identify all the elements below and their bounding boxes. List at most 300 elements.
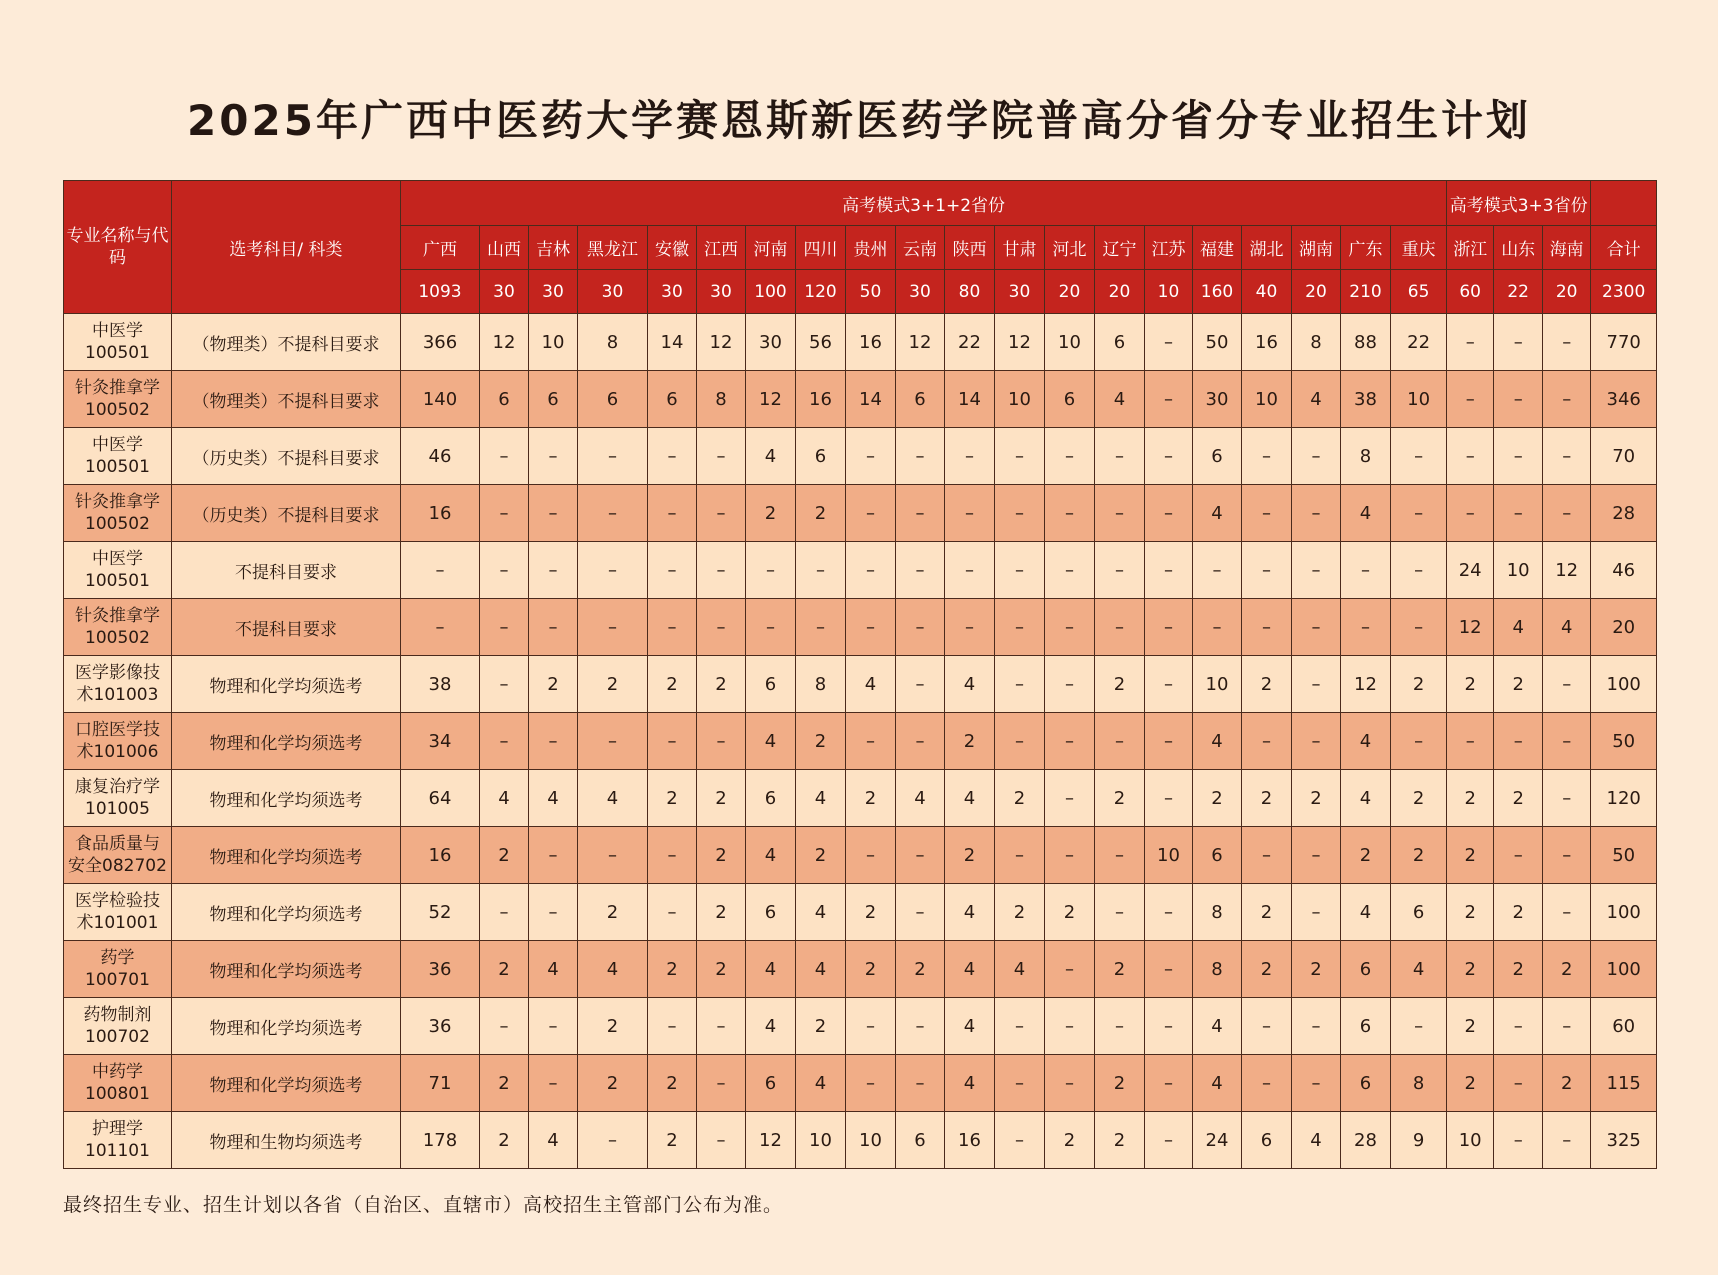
quota-cell: – (1543, 998, 1591, 1055)
major-code: 100501 (85, 571, 150, 591)
quota-cell: 4 (1292, 371, 1341, 428)
quota-cell: 2 (945, 827, 995, 884)
province-quota: 30 (578, 270, 648, 314)
quota-cell: – (480, 599, 529, 656)
quota-cell: 6 (1341, 1055, 1391, 1112)
province-quota: 10 (1145, 270, 1193, 314)
quota-cell: – (896, 1055, 945, 1112)
quota-cell: – (1045, 713, 1095, 770)
quota-cell: 10 (846, 1112, 896, 1169)
row-total: 100 (1591, 656, 1657, 713)
major-cell (64, 314, 172, 371)
quota-cell: 14 (945, 371, 995, 428)
quota-cell: – (480, 656, 529, 713)
quota-cell: 16 (796, 371, 846, 428)
quota-cell: 8 (1292, 314, 1341, 371)
quota-cell: 2 (796, 827, 846, 884)
quota-cell: 30 (1193, 371, 1242, 428)
quota-cell: – (945, 599, 995, 656)
quota-cell: – (1045, 542, 1095, 599)
major-cell (64, 371, 172, 428)
quota-cell: 16 (1242, 314, 1292, 371)
quota-cell: – (1095, 827, 1145, 884)
table-row (64, 485, 1657, 542)
major-name: 针灸推拿学 (75, 606, 160, 626)
quota-cell: 2 (648, 1112, 697, 1169)
major-cell (64, 485, 172, 542)
quota-cell: – (1391, 599, 1447, 656)
quota-cell: – (995, 827, 1045, 884)
quota-cell: – (896, 998, 945, 1055)
major-name: 医学影像技 (75, 663, 160, 683)
quota-cell: – (697, 1112, 746, 1169)
quota-cell: – (1543, 770, 1591, 827)
quota-cell: – (1494, 713, 1543, 770)
major-name: 康复治疗学 (75, 777, 160, 797)
major-cell (64, 884, 172, 941)
quota-cell: – (648, 542, 697, 599)
province-name: 江苏 (1145, 226, 1193, 270)
quota-cell: 2 (995, 770, 1045, 827)
quota-cell: 178 (401, 1112, 480, 1169)
quota-cell: 2 (1447, 827, 1494, 884)
quota-cell: – (1242, 998, 1292, 1055)
subject-requirement: 物理和化学均须选考 (172, 941, 401, 998)
province-quota: 22 (1494, 270, 1543, 314)
quota-cell: 4 (529, 770, 578, 827)
major-cell (64, 770, 172, 827)
quota-cell: 6 (796, 428, 846, 485)
row-total: 120 (1591, 770, 1657, 827)
subject-requirement: （物理类）不提科目要求 (172, 314, 401, 371)
quota-cell: 2 (1095, 1112, 1145, 1169)
subject-requirement: 物理和化学均须选考 (172, 770, 401, 827)
province-name: 云南 (896, 226, 945, 270)
quota-cell: 366 (401, 314, 480, 371)
quota-cell: 6 (1193, 428, 1242, 485)
quota-cell: – (746, 542, 796, 599)
quota-cell: 2 (896, 941, 945, 998)
quota-cell: 2 (1292, 941, 1341, 998)
quota-cell: – (995, 656, 1045, 713)
quota-cell: 38 (1341, 371, 1391, 428)
quota-cell: 4 (846, 656, 896, 713)
row-total: 28 (1591, 485, 1657, 542)
quota-cell: – (578, 713, 648, 770)
quota-cell: 2 (697, 884, 746, 941)
quota-cell: – (1391, 998, 1447, 1055)
quota-cell: 2 (1447, 884, 1494, 941)
quota-cell: 2 (648, 770, 697, 827)
quota-cell: – (896, 656, 945, 713)
quota-cell: 4 (529, 1112, 578, 1169)
quota-cell: 4 (1193, 1055, 1242, 1112)
quota-cell: – (1447, 371, 1494, 428)
province-name: 福建 (1193, 226, 1242, 270)
quota-cell: 6 (1045, 371, 1095, 428)
major-cell (64, 1055, 172, 1112)
quota-cell: – (1095, 542, 1145, 599)
quota-cell: 4 (995, 941, 1045, 998)
row-total: 60 (1591, 998, 1657, 1055)
quota-cell: – (1145, 713, 1193, 770)
quota-cell: – (1543, 371, 1591, 428)
province-quota: 20 (1095, 270, 1145, 314)
quota-cell: – (480, 998, 529, 1055)
quota-cell: – (1095, 428, 1145, 485)
major-cell (64, 599, 172, 656)
quota-cell: – (846, 1055, 896, 1112)
quota-cell: 12 (995, 314, 1045, 371)
quota-cell: 10 (796, 1112, 846, 1169)
quota-cell: 2 (648, 941, 697, 998)
quota-cell: 8 (1193, 884, 1242, 941)
quota-cell: 56 (796, 314, 846, 371)
grand-total: 2300 (1591, 270, 1657, 314)
quota-cell: 24 (1447, 542, 1494, 599)
province-name: 湖北 (1242, 226, 1292, 270)
quota-cell: 2 (796, 713, 846, 770)
quota-cell: – (648, 827, 697, 884)
major-code: 100701 (85, 970, 150, 990)
quota-cell: 4 (746, 713, 796, 770)
subject-header: 选考科目/ 科类 (172, 181, 401, 314)
quota-cell: – (697, 428, 746, 485)
quota-cell: – (480, 485, 529, 542)
quota-cell: 6 (746, 656, 796, 713)
quota-cell: – (1045, 827, 1095, 884)
quota-cell: 2 (1095, 770, 1145, 827)
quota-cell: 2 (1447, 941, 1494, 998)
province-quota: 60 (1447, 270, 1494, 314)
quota-cell: – (1045, 941, 1095, 998)
province-quota: 50 (846, 270, 896, 314)
quota-cell: 2 (480, 1112, 529, 1169)
quota-cell: – (529, 542, 578, 599)
province-quota: 30 (529, 270, 578, 314)
quota-cell: 2 (1242, 941, 1292, 998)
table-row (64, 941, 1657, 998)
quota-cell: – (578, 428, 648, 485)
quota-cell: 14 (846, 371, 896, 428)
major-code: 100801 (85, 1084, 150, 1104)
major-cell (64, 827, 172, 884)
quota-cell: – (480, 542, 529, 599)
quota-cell: 4 (1391, 941, 1447, 998)
quota-cell: 2 (480, 1055, 529, 1112)
quota-cell: – (1292, 485, 1341, 542)
major-cell (64, 1112, 172, 1169)
quota-cell: – (1045, 485, 1095, 542)
province-name: 湖南 (1292, 226, 1341, 270)
quota-cell: 2 (1193, 770, 1242, 827)
quota-cell: – (1543, 428, 1591, 485)
quota-cell: 4 (945, 656, 995, 713)
enrollment-plan-table (63, 180, 1657, 1169)
province-name: 贵州 (846, 226, 896, 270)
quota-cell: 6 (1193, 827, 1242, 884)
quota-cell: 4 (1341, 485, 1391, 542)
quota-cell: – (1543, 314, 1591, 371)
quota-cell: 16 (945, 1112, 995, 1169)
quota-cell: – (995, 998, 1045, 1055)
province-name: 河北 (1045, 226, 1095, 270)
major-name: 中医学 (92, 549, 143, 569)
quota-cell: – (1145, 998, 1193, 1055)
quota-cell: 2 (995, 884, 1045, 941)
quota-cell: 4 (746, 941, 796, 998)
quota-cell: – (1292, 998, 1341, 1055)
row-total: 20 (1591, 599, 1657, 656)
table-row (64, 998, 1657, 1055)
quota-cell: – (1292, 599, 1341, 656)
quota-cell: – (896, 599, 945, 656)
quota-cell: 71 (401, 1055, 480, 1112)
quota-cell: – (1543, 884, 1591, 941)
quota-cell: – (995, 485, 1045, 542)
table-row (64, 770, 1657, 827)
quota-cell: 10 (529, 314, 578, 371)
province-quota: 40 (1242, 270, 1292, 314)
quota-cell: – (1242, 1055, 1292, 1112)
quota-cell: 4 (529, 941, 578, 998)
quota-cell: 12 (896, 314, 945, 371)
quota-cell: 30 (746, 314, 796, 371)
quota-cell: 50 (1193, 314, 1242, 371)
total-label: 合计 (1591, 226, 1657, 270)
quota-cell: – (1045, 998, 1095, 1055)
quota-cell: – (401, 599, 480, 656)
quota-cell: 2 (1242, 656, 1292, 713)
quota-cell: 10 (1391, 371, 1447, 428)
major-code: 100502 (85, 628, 150, 648)
quota-cell: 88 (1341, 314, 1391, 371)
quota-cell: – (529, 827, 578, 884)
major-cell (64, 542, 172, 599)
subject-requirement: 物理和化学均须选考 (172, 998, 401, 1055)
quota-cell: 10 (1193, 656, 1242, 713)
province-quota: 100 (746, 270, 796, 314)
quota-cell: – (401, 542, 480, 599)
quota-cell: 12 (1447, 599, 1494, 656)
total-header-spacer (1591, 181, 1657, 226)
quota-cell: – (846, 998, 896, 1055)
quota-cell: 16 (846, 314, 896, 371)
quota-cell: 2 (1447, 1055, 1494, 1112)
quota-cell: 2 (697, 941, 746, 998)
group-312-header: 高考模式3+1+2省份 (401, 181, 1447, 226)
quota-cell: – (648, 713, 697, 770)
quota-cell: – (529, 1055, 578, 1112)
quota-cell: – (1045, 1055, 1095, 1112)
quota-cell: 2 (1494, 656, 1543, 713)
quota-cell: 4 (1193, 485, 1242, 542)
quota-cell: – (529, 428, 578, 485)
quota-cell: 6 (648, 371, 697, 428)
quota-cell: 4 (1292, 1112, 1341, 1169)
quota-cell: – (1494, 827, 1543, 884)
quota-cell: 4 (945, 1055, 995, 1112)
quota-cell: – (1292, 827, 1341, 884)
quota-cell: – (846, 599, 896, 656)
quota-cell: 8 (1193, 941, 1242, 998)
major-name: 针灸推拿学 (75, 492, 160, 512)
quota-cell: 10 (995, 371, 1045, 428)
quota-cell: – (1494, 371, 1543, 428)
quota-cell: 4 (746, 827, 796, 884)
major-cell (64, 713, 172, 770)
quota-cell: – (1447, 428, 1494, 485)
quota-cell: – (1193, 599, 1242, 656)
quota-cell: 2 (1447, 770, 1494, 827)
quota-cell: 8 (578, 314, 648, 371)
major-name: 中医学 (92, 435, 143, 455)
quota-cell: 4 (796, 1055, 846, 1112)
quota-cell: 2 (1391, 827, 1447, 884)
quota-cell: 4 (796, 770, 846, 827)
quota-cell: – (529, 884, 578, 941)
major-cell (64, 428, 172, 485)
row-total: 770 (1591, 314, 1657, 371)
subject-requirement: 物理和化学均须选考 (172, 713, 401, 770)
quota-cell: – (697, 599, 746, 656)
quota-cell: – (1341, 599, 1391, 656)
quota-cell: – (945, 542, 995, 599)
quota-cell: 6 (746, 884, 796, 941)
quota-cell: 34 (401, 713, 480, 770)
major-code: 术101001 (76, 913, 159, 933)
quota-cell: – (995, 542, 1045, 599)
major-code: 术101006 (76, 742, 159, 762)
province-quota: 160 (1193, 270, 1242, 314)
province-quota: 1093 (401, 270, 480, 314)
quota-cell: – (697, 998, 746, 1055)
table-row (64, 314, 1657, 371)
quota-cell: – (1341, 542, 1391, 599)
subject-requirement: 物理和化学均须选考 (172, 1055, 401, 1112)
quota-cell: 4 (945, 770, 995, 827)
table-row (64, 713, 1657, 770)
quota-cell: 4 (945, 998, 995, 1055)
quota-cell: – (1045, 428, 1095, 485)
quota-cell: 2 (1391, 656, 1447, 713)
quota-cell: – (846, 713, 896, 770)
quota-cell: 4 (480, 770, 529, 827)
row-total: 100 (1591, 884, 1657, 941)
province-quota: 30 (995, 270, 1045, 314)
quota-cell: – (1145, 599, 1193, 656)
subject-requirement: 不提科目要求 (172, 542, 401, 599)
quota-cell: – (1494, 998, 1543, 1055)
quota-cell: 2 (1242, 884, 1292, 941)
quota-cell: – (995, 428, 1045, 485)
quota-cell: 6 (1242, 1112, 1292, 1169)
table-row (64, 884, 1657, 941)
province-name: 浙江 (1447, 226, 1494, 270)
quota-cell: 6 (746, 770, 796, 827)
quota-cell: 9 (1391, 1112, 1447, 1169)
quota-cell: 2 (578, 656, 648, 713)
quota-cell: 36 (401, 941, 480, 998)
quota-cell: – (1543, 1112, 1591, 1169)
quota-cell: 16 (401, 485, 480, 542)
table-row (64, 656, 1657, 713)
table-row (64, 827, 1657, 884)
quota-cell: 140 (401, 371, 480, 428)
quota-cell: – (1447, 485, 1494, 542)
province-name: 广东 (1341, 226, 1391, 270)
quota-cell: 2 (480, 827, 529, 884)
page-title: 2025年广西中医药大学赛恩斯新医药学院普高分省分专业招生计划 (187, 96, 1531, 145)
quota-cell: – (1494, 428, 1543, 485)
quota-cell: – (995, 1055, 1045, 1112)
quota-cell: 12 (1341, 656, 1391, 713)
quota-cell: 24 (1193, 1112, 1242, 1169)
province-quota: 210 (1341, 270, 1391, 314)
quota-cell: – (1292, 656, 1341, 713)
quota-cell: – (1095, 485, 1145, 542)
quota-cell: 2 (1292, 770, 1341, 827)
quota-cell: 2 (648, 1055, 697, 1112)
subject-requirement: 物理和化学均须选考 (172, 884, 401, 941)
quota-cell: 6 (578, 371, 648, 428)
quota-cell: 2 (1391, 770, 1447, 827)
quota-cell: – (1543, 485, 1591, 542)
major-name: 药学 (100, 948, 135, 968)
quota-cell: – (1145, 1055, 1193, 1112)
province-quota: 30 (896, 270, 945, 314)
quota-cell: – (995, 1112, 1045, 1169)
quota-cell: 2 (578, 998, 648, 1055)
quota-cell: 2 (697, 827, 746, 884)
quota-cell: – (1543, 656, 1591, 713)
province-quota: 20 (1045, 270, 1095, 314)
quota-cell: 46 (401, 428, 480, 485)
row-total: 70 (1591, 428, 1657, 485)
quota-cell: – (697, 542, 746, 599)
quota-cell: 2 (529, 656, 578, 713)
quota-cell: 14 (648, 314, 697, 371)
quota-cell: – (578, 827, 648, 884)
province-name: 吉林 (529, 226, 578, 270)
quota-cell: – (796, 542, 846, 599)
quota-cell: 4 (1341, 884, 1391, 941)
quota-cell: – (529, 998, 578, 1055)
quota-cell: – (480, 884, 529, 941)
quota-cell: – (1145, 542, 1193, 599)
major-code: 100502 (85, 400, 150, 420)
province-name: 辽宁 (1095, 226, 1145, 270)
quota-cell: – (896, 485, 945, 542)
province-name: 江西 (697, 226, 746, 270)
quota-cell: 2 (1341, 827, 1391, 884)
quota-cell: 2 (846, 884, 896, 941)
quota-cell: – (1145, 485, 1193, 542)
quota-cell: – (648, 599, 697, 656)
quota-cell: – (896, 542, 945, 599)
quota-cell: 12 (480, 314, 529, 371)
major-header: 专业名称与代码 (64, 181, 172, 314)
subject-requirement: （历史类）不提科目要求 (172, 485, 401, 542)
quota-cell: – (578, 599, 648, 656)
quota-cell: – (529, 485, 578, 542)
quota-cell: 4 (746, 998, 796, 1055)
quota-cell: 10 (1045, 314, 1095, 371)
quota-cell: – (1543, 713, 1591, 770)
quota-cell: – (648, 884, 697, 941)
quota-cell: – (1391, 713, 1447, 770)
quota-cell: – (1145, 1112, 1193, 1169)
